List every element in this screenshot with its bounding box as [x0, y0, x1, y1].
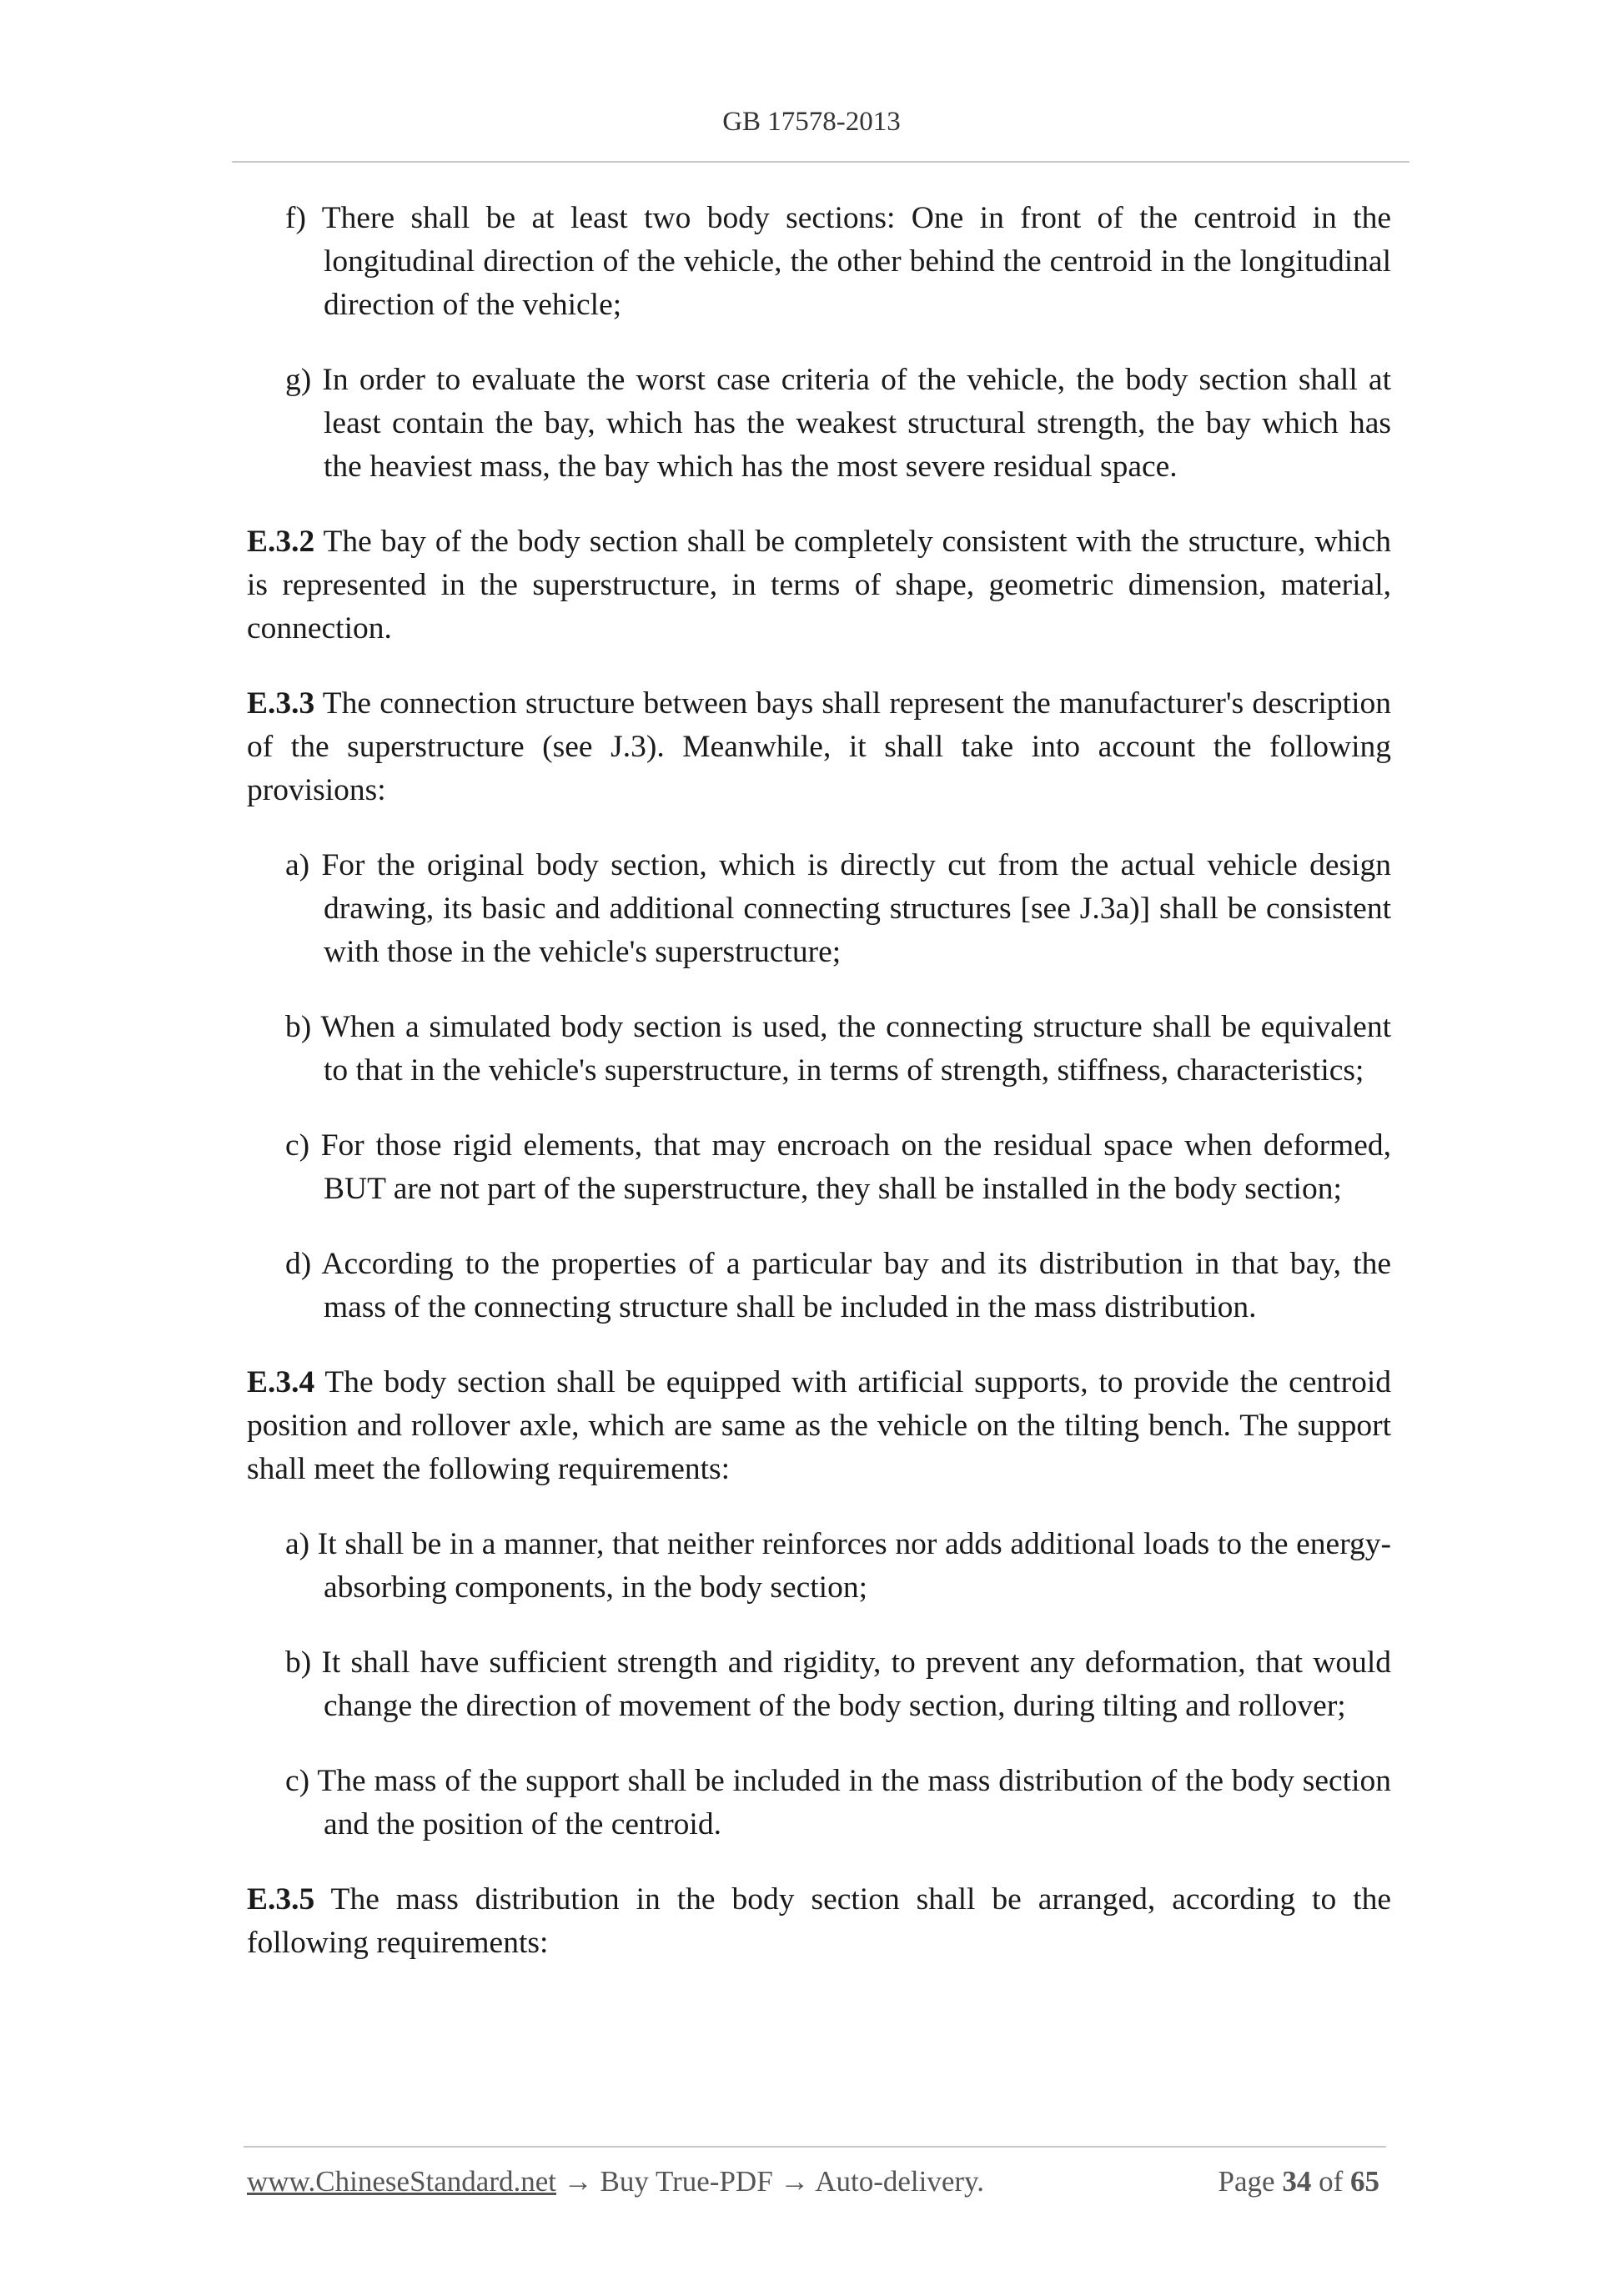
list-item-g: g) In order to evaluate the worst case criteria of the vehicle, the body section shall at least contain the bay, which has the weakest structural strength, the bay which has the heaviest mass, the bay which has the most severe residual space.	[285, 363, 1391, 484]
list-item-c: c) The mass of the support shall be included in the mass distribution of the body section and the position of the centroid.	[285, 1764, 1391, 1841]
clause-number: E.3.2	[247, 525, 315, 559]
list-item-d: d) According to the properties of a particular bay and its distribution in that bay, the mass of the connecting structure shall be included in the mass distribution.	[285, 1247, 1391, 1324]
list-item-f: f) There shall be at least two body sections: One in front of the centroid in the longitudinal direction of the vehicle, the other behind the centroid in the longitudinal direction of the vehicle;	[285, 201, 1391, 322]
document-code-header: GB 17578-2013	[722, 107, 901, 137]
list-item-a: a) For the original body section, which is directly cut from the actual vehicle design drawing, its basic and additional connecting structures [see J.3a)] shall be consistent with those in the vehicle's superstructure;	[285, 848, 1391, 969]
list-item-a: a) It shall be in a manner, that neither reinforces nor adds additional loads to the energy-absorbing components, in the body section;	[285, 1527, 1391, 1605]
clause-number: E.3.5	[247, 1882, 315, 1917]
clause-text: The mass distribution in the body section shall be arranged, according to the following requirements:	[247, 1882, 1391, 1960]
clause-e-3-5	[247, 1878, 1391, 1965]
clause-e-3-3	[247, 682, 1391, 812]
current-page-number: 34	[1282, 2165, 1312, 2198]
footer-divider	[244, 2146, 1386, 2148]
list-item-b: b) When a simulated body section is used, the connecting structure shall be equivalent to that in the vehicle's superstructure, in terms of strength, stiffness, characteristics;	[285, 1010, 1391, 1088]
page-indicator	[1219, 2165, 1379, 2198]
clause-number: E.3.3	[247, 686, 315, 721]
page-label: Page	[1218, 2165, 1283, 2198]
clause-number: E.3.4	[247, 1365, 315, 1399]
clause-text: The bay of the body section shall be completely consistent with the structure, which is represented in the superstructure, in terms of shape, geometric dimension, material, connection.	[247, 525, 1391, 646]
header-divider	[232, 161, 1409, 163]
list-item-b: b) It shall have sufficient strength and rigidity, to prevent any deformation, that would change the direction of movement of the body section, during tilting and rollover;	[285, 1645, 1391, 1723]
page-content	[247, 197, 1391, 1997]
footer-promo	[247, 2165, 984, 2198]
clause-text: The connection structure between bays shall represent the manufacturer's description of the superstructure (see J.3). Meanwhile, it shall take into account the following provisions:	[247, 686, 1391, 807]
total-pages-number: 65	[1350, 2165, 1379, 2198]
clause-text: The body section shall be equipped with artificial supports, to provide the centroid position and rollover axle, which are same as the vehicle on the tilting bench. The support shall meet the following requirements:	[247, 1365, 1391, 1486]
of-label: of	[1311, 2165, 1350, 2198]
website-link[interactable]: www.ChineseStandard.net	[247, 2165, 556, 2198]
list-item-c: c) For those rigid elements, that may encroach on the residual space when deformed, BUT are not part of the superstructure, they shall be installed in the body section;	[285, 1128, 1391, 1206]
footer-tagline: → Buy True-PDF → Auto-delivery.	[556, 2165, 985, 2198]
clause-e-3-2	[247, 520, 1391, 651]
clause-e-3-4	[247, 1361, 1391, 1491]
